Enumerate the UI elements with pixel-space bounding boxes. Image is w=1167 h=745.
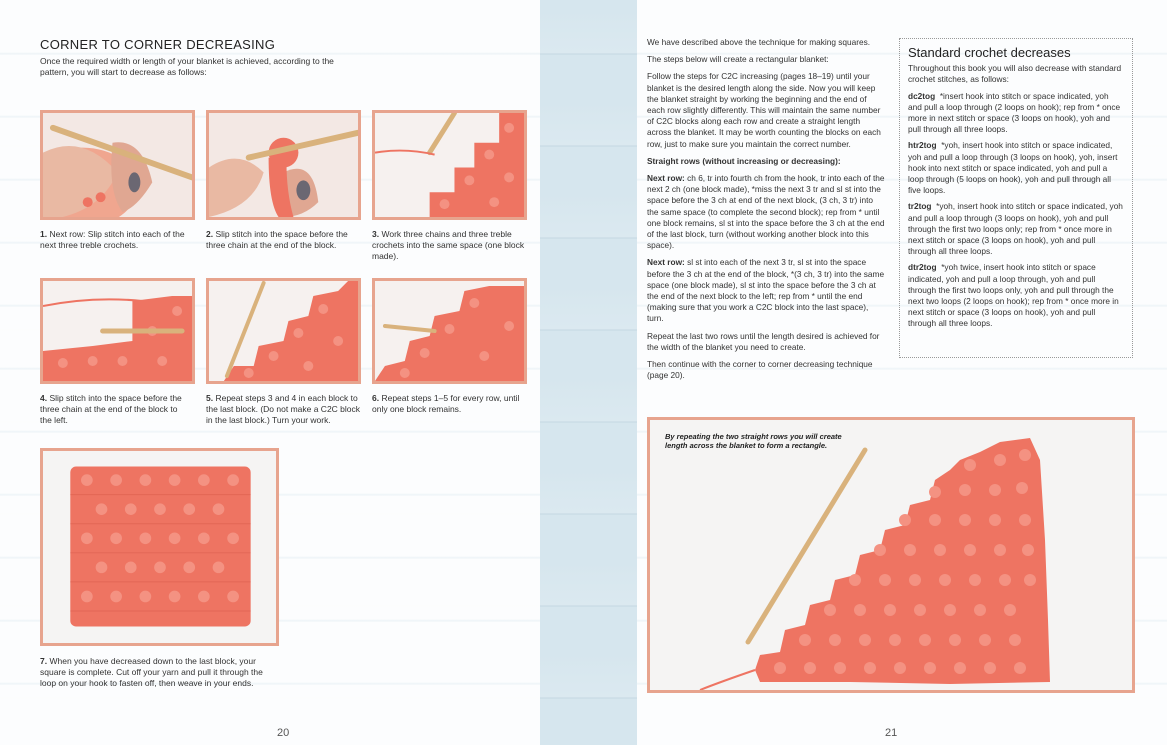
step-4-number: 4. bbox=[40, 393, 48, 403]
box-title: Standard crochet decreases bbox=[908, 45, 1071, 60]
body-text bbox=[647, 37, 885, 387]
def-tr2tog: *yoh, insert hook into stitch or space indicated, yoh and pull a loop through (3 loops on hook), yoh and pull through the first two loops only; rep from * once more in next stitch or space (3 loops on hook), yoh and pull through all three loops. bbox=[908, 201, 1123, 257]
step-1-caption bbox=[40, 229, 190, 251]
step-6-photo bbox=[372, 278, 527, 384]
intro-text: Once the required width or length of your blanket is achieved, according to the pattern, you will start to decrease as follows: bbox=[40, 56, 334, 77]
def-dc2tog: *insert hook into stitch or space indicated, yoh and pull a loop through (2 loops on hook); rep from * once more in next stitch or space (3 loops on hook), yoh and pull through all three loops. bbox=[908, 90, 1121, 135]
para-follow: Follow the steps for C2C increasing (pages 18–19) until your blanket is the desired length along the side. Now you will keep the blanket straight by working the beginning and the end of each row slightly differently. This will maintain the same number of C2C blocks along each row and create a straight length across the blanket. It may be worth counting the blocks on each row, just to make sure you maintain the correct number. bbox=[647, 71, 881, 149]
straight-rows-heading: Straight rows (without increasing or decreasing): bbox=[647, 155, 841, 166]
step-4-caption bbox=[40, 393, 190, 426]
step-3-photo bbox=[372, 110, 527, 220]
step-3-number: 3. bbox=[372, 229, 380, 239]
term-dtr2tog: dtr2tog bbox=[908, 262, 937, 273]
step-7-caption bbox=[40, 656, 280, 689]
para-repeat: Repeat the last two rows until the length desired is achieved for the width of the blanket you need to create. bbox=[647, 330, 880, 352]
step-2-text: Slip stitch into the space before the three chain at the end of the block. bbox=[206, 229, 348, 250]
step-6-caption bbox=[372, 393, 527, 415]
step-6-text: Repeat steps 1–5 for every row, until only one block remains. bbox=[372, 393, 520, 414]
def-dtr2tog: *yoh twice, insert hook into stitch or space indicated, yoh and pull a loop through, yoh and pull through the first two loops only, yoh and pull through the next two loops (2 loops on hook); rep from * once more in next stitch or space (3 loops on hook), yoh and pull through all three loops. bbox=[908, 262, 1119, 329]
row1-label: Next row: bbox=[647, 173, 685, 184]
step-2-photo bbox=[206, 110, 361, 220]
photo-caption: By repeating the two straight rows you will create length across the blanket to form a rectangle. bbox=[665, 432, 842, 450]
step-3-caption bbox=[372, 229, 530, 262]
step-7-number: 7. bbox=[40, 656, 48, 666]
section-title: CORNER TO CORNER DECREASING bbox=[40, 37, 276, 52]
term-tr2tog: tr2tog bbox=[908, 201, 932, 212]
left-page bbox=[0, 0, 540, 745]
step-5-number: 5. bbox=[206, 393, 214, 403]
para-rect: The steps below will create a rectangular blanket: bbox=[647, 54, 829, 65]
term-dc2tog: dc2tog bbox=[908, 90, 936, 101]
term-htr2tog: htr2tog bbox=[908, 140, 937, 151]
def-htr2tog: *yoh, insert hook into stitch or space indicated, yoh and pull a loop through (3 loops on hook), yoh, insert hook into next stitch or space indicated, yoh and pull a loop through (5 loops on hook), yoh and pull through all five loops. bbox=[908, 140, 1118, 196]
right-page bbox=[637, 0, 1167, 745]
step-3-text: Work three chains and three treble crochets into the same space (one block made). bbox=[372, 229, 525, 261]
page-number-right: 21 bbox=[885, 727, 898, 739]
step-1-photo bbox=[40, 110, 195, 220]
step-6-number: 6. bbox=[372, 393, 380, 403]
decreases-box bbox=[899, 38, 1133, 358]
row2-label: Next row: bbox=[647, 257, 685, 268]
para-continue: Then continue with the corner to corner decreasing technique (page 20). bbox=[647, 359, 873, 381]
step-2-caption bbox=[206, 229, 356, 251]
step-2-number: 2. bbox=[206, 229, 214, 239]
step-7-text: When you have decreased down to the last block, your square is complete. Cut off your yarn and pull it through the loop on your hook to fasten off, then weave in your ends. bbox=[40, 656, 263, 688]
row2-text: sl st into each of the next 3 tr, sl st into the space before the 3 ch at the end of the block, *(3 ch, 3 tr) into the same space (one block made), sl st into the space before the 3 ch at the end of the next block to the left; rep from * until the end (making sure that you work a C2C block into the last space), turn. bbox=[647, 257, 885, 324]
step-5-caption bbox=[206, 393, 363, 426]
page-number-left: 20 bbox=[277, 727, 290, 739]
step-4-text: Slip stitch into the space before the three chain at the end of the block to the left. bbox=[40, 393, 182, 425]
step-4-photo bbox=[40, 278, 195, 384]
row1-text: ch 6, tr into fourth ch from the hook, tr into each of the next 2 ch (one block made), *miss the next 3 tr and sl st into the space before the 3 ch at end of the next block, (3 ch, 3 tr) into the same space (to complete the second block); rep from * until one block remains, sl st into the space before the 3 ch at the end of the last block, turn (without working another block into this space). bbox=[647, 173, 885, 251]
box-intro: Throughout this book you will also decrease with standard crochet stitches, as follows: bbox=[908, 63, 1122, 85]
rectangle-photo bbox=[647, 417, 1135, 693]
step-1-text: Next row: Slip stitch into each of the next three treble crochets. bbox=[40, 229, 185, 250]
finished-square-photo bbox=[40, 448, 279, 646]
step-5-photo bbox=[206, 278, 361, 384]
para-intro: We have described above the technique for making squares. bbox=[647, 37, 871, 47]
step-5-text: Repeat steps 3 and 4 in each block to the last block. (Do not make a C2C block in the last block.) Turn your work. bbox=[206, 393, 361, 425]
step-1-number: 1. bbox=[40, 229, 48, 239]
